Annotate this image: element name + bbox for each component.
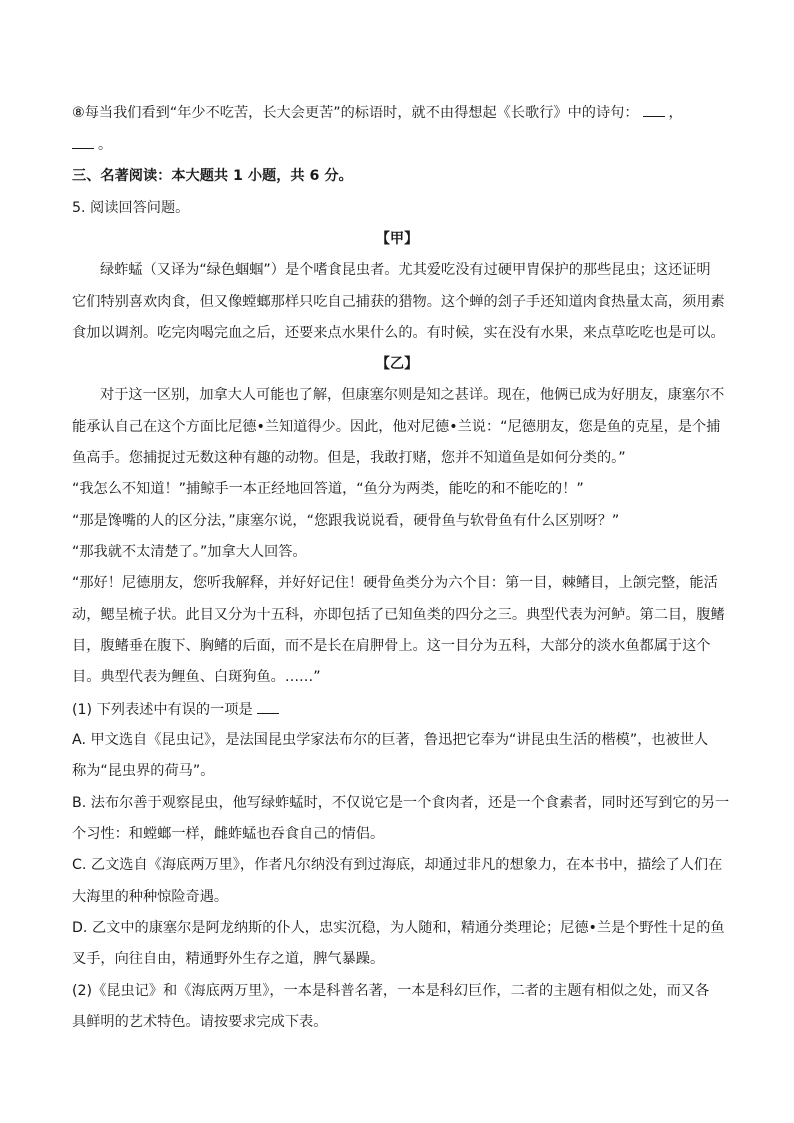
comma: ，: [668, 105, 683, 121]
question-8-text: ⑧每当我们看到“年少不吃苦，长大会更苦”的标语时，就不由得想起《长歌行》中的诗句：: [72, 105, 639, 121]
section-heading: 三、名著阅读：本大题共 1 小题，共 6 分。: [72, 168, 353, 184]
option-a-line-2: 称为“昆虫界的荷马”。: [72, 763, 215, 779]
answer-blank-3[interactable]: [257, 699, 279, 714]
question-8-line-2: [72, 134, 722, 155]
passage-yi-line-1: 对于这一区别，加拿大人可能也了解，但康塞尔则是知之甚详。现在，他俩已成为好朋友，康塞尔不: [100, 387, 725, 403]
passage-yi-line-8: 动，鳃呈梳子状。此目又分为十五科，亦即包括了已知鱼类的四分之三。典型代表为河鲈。第二目，腹鳍: [72, 607, 725, 623]
passage-jia-line-2: 它们特别喜欢肉食，但又像螳螂那样只吃自己捕获的猎物。这个蝉的刽子手还知道肉食热量太高，须用素: [72, 294, 725, 310]
option-c-line-2: 大海里的种种惊险奇遇。: [72, 889, 229, 905]
answer-blank-2[interactable]: [72, 134, 94, 149]
passage-yi-line-9: 目，腹鳍垂在腹下、胸鳍的后面，而不是长在肩胛骨上。这一目分为五科，大部分的淡水鱼都属于这个: [72, 638, 711, 654]
option-c-line-1: C. 乙文选自《海底两万里》，作者凡尔纳没有到过海底，却通过非凡的想象力，在本书中，描绘了人们在: [72, 857, 723, 873]
option-d-line-2: 叉手，向往自由，精通野外生存之道，脾气暴躁。: [72, 951, 385, 967]
sub-question-1-text: (1) 下列表述中有误的一项是: [72, 702, 253, 718]
answer-blank-1[interactable]: [643, 102, 665, 117]
passage-yi-line-3: 鱼高手。您捕捉过无数这种有趣的动物。但是，我敢打赌，您并不知道鱼是如何分类的。”: [72, 450, 626, 466]
passage-jia-line-3: 食加以调剂。吃完肉喝完血之后，还要来点水果什么的。有时候，实在没有水果，来点草吃吃也是可以。: [72, 325, 725, 341]
passage-jia-heading: 【甲】: [375, 231, 419, 247]
sub-question-2-line-2: 具鲜明的艺术特色。请按要求完成下表。: [72, 1014, 328, 1030]
passage-yi-line-4: “我怎么不知道！”捕鲸手一本正经地回答道，“鱼分为两类，能吃的和不能吃的！”: [72, 481, 584, 497]
passage-yi-line-7: “那好！尼德朋友，您听我解释，并好好记住！硬骨鱼类分为六个目：第一目，棘鳍目，上颌完整，能活: [72, 575, 718, 591]
sub-question-2-line-1: (2)《昆虫记》和《海底两万里》，一本是科普名著，一本是科幻巨作，二者的主题有相似之处，而又各: [72, 983, 710, 999]
passage-yi-heading: 【乙】: [375, 356, 419, 372]
passage-yi-line-6: “那我就不太清楚了。”加拿大人回答。: [72, 544, 307, 560]
passage-yi-line-5: “那是馋嘴的人的区分法，”康塞尔说，“您跟我说说看，硬骨鱼与软骨鱼有什么区别呀？”: [72, 513, 620, 529]
option-a-line-1: A. 甲文选自《昆虫记》，是法国昆虫学家法布尔的巨著，鲁迅把它奉为“讲昆虫生活的楷模”，也被世人: [72, 732, 709, 748]
sub-question-1: [72, 699, 722, 720]
passage-yi-line-10: 目。典型代表为鲤鱼、白斑狗鱼。……”: [72, 669, 321, 685]
passage-jia-line-1: 绿蚱蜢（又译为“绿色蝈蝈”）是个嗜食昆虫者。尤其爱吃没有过硬甲胄保护的那些昆虫；这还证明: [100, 262, 711, 278]
question-8-line: [72, 102, 722, 123]
option-b-line-1: B. 法布尔善于观察昆虫，他写绿蚱蜢时，不仅说它是一个食肉者，还是一个食素者，同时还写到它的另一: [72, 795, 730, 811]
option-d-line-1: D. 乙文中的康塞尔是阿龙纳斯的仆人，忠实沉稳，为人随和，精通分类理论；尼德•兰是个野性十足的鱼: [72, 920, 725, 936]
question-8-end: 。: [98, 137, 113, 153]
question-5-title: 5. 阅读回答问题。: [72, 200, 190, 216]
passage-yi-line-2: 能承认自己在这个方面比尼德•兰知道得少。因此，他对尼德•兰说：“尼德朋友，您是鱼的克星，是个捕: [72, 419, 721, 435]
option-b-line-2: 个习性：和螳螂一样，雌蚱蜢也吞食自己的情侣。: [72, 826, 385, 842]
